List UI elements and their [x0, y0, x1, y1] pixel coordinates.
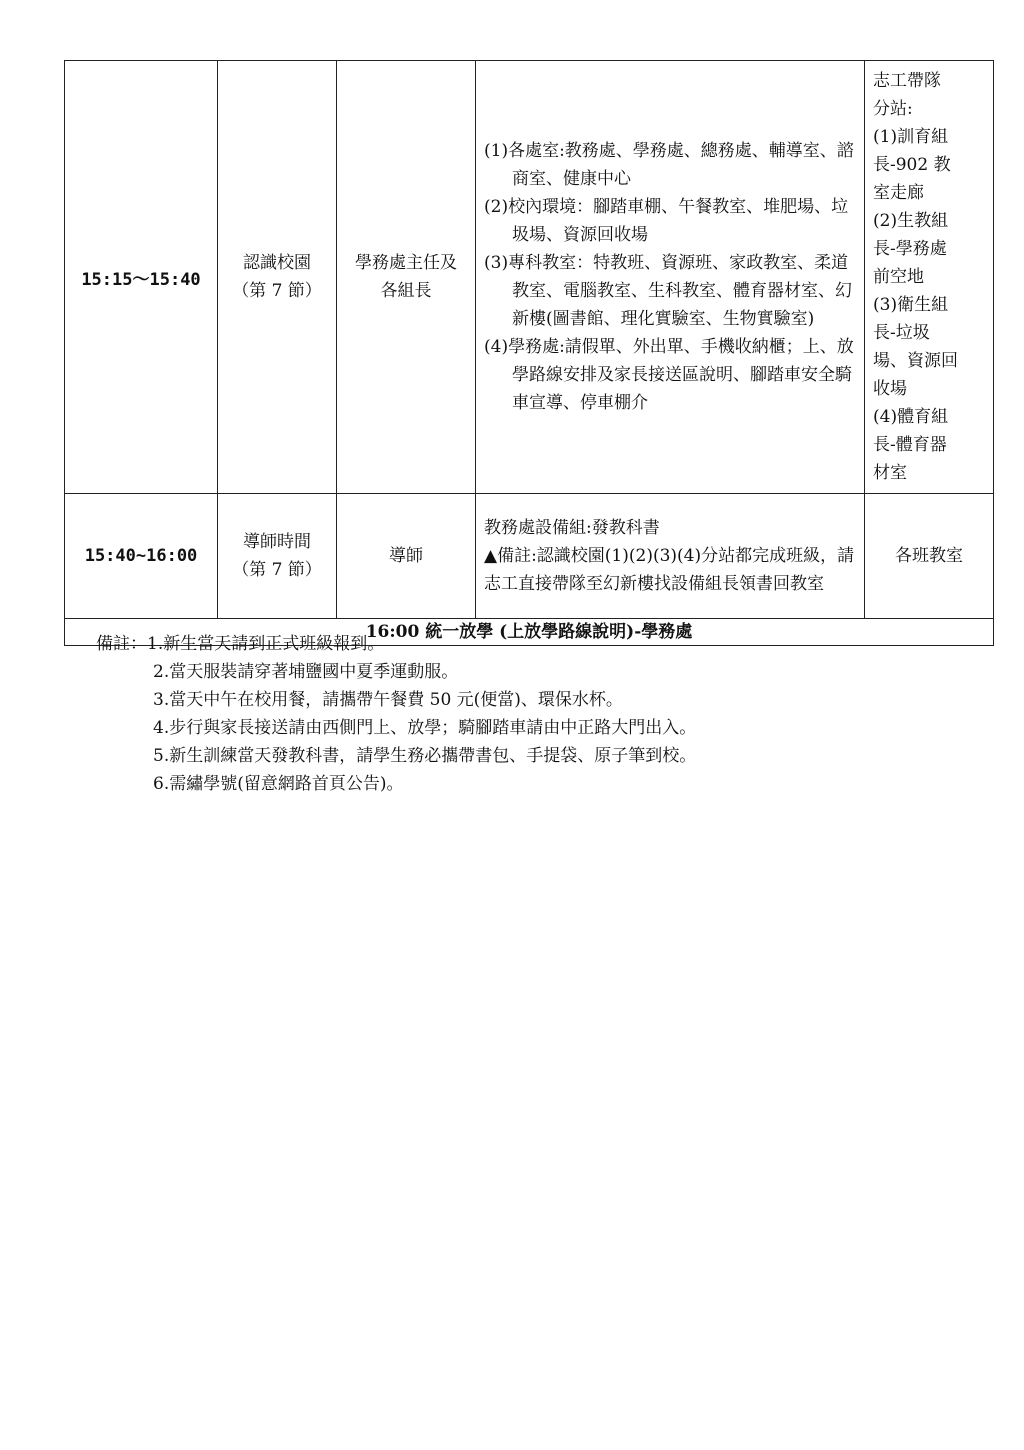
location-line: (4)體育組 [873, 407, 949, 427]
location-line: (2)生教組 [873, 211, 949, 231]
notes-label: 備註： [96, 634, 147, 654]
leader-line: 學務處主任及 [355, 253, 457, 273]
location-line: 長-體育器 [873, 435, 947, 455]
location-line: 志工帶隊 [873, 71, 941, 91]
location-line: 室走廊 [873, 183, 924, 203]
schedule-row [65, 61, 994, 494]
time-cell: 15:40~16:00 [65, 494, 218, 619]
content-cell [476, 494, 865, 619]
note-item: 3.當天中午在校用餐，請攜帶午餐費 50 元(便當)、環保水杯。 [153, 690, 623, 710]
note-item: 5.新生訓練當天發教科書，請學生務必攜帶書包、手提袋、原子筆到校。 [153, 746, 697, 766]
leader-line: 導師 [389, 546, 423, 566]
leader-line: 各組長 [380, 281, 432, 301]
note-item: 6.需繡學號(留意網路首頁公告)。 [153, 774, 404, 794]
content-item: (4)學務處:請假單、外出單、手機收納櫃；上、放學路線安排及家長接送區說明、腳踏車安全騎車宣導、停車棚介 [484, 337, 854, 413]
dismissal-note: 16:00 統一放學 (上放學路線說明)-學務處 [65, 619, 994, 646]
schedule-row [65, 494, 994, 619]
content-item: 教務處設備組:發教科書 [484, 518, 660, 538]
location-line: 前空地 [873, 267, 924, 287]
notes-section [96, 630, 696, 798]
note-item: 4.步行與家長接送請由西側門上、放學；騎腳踏車請由中正路大門出入。 [153, 718, 697, 738]
leader-cell [337, 494, 476, 619]
activity-name: 認識校園 [243, 253, 311, 273]
activity-period: （第 7 節） [232, 560, 322, 580]
location-line: 分站: [873, 99, 913, 119]
activity-cell [218, 494, 337, 619]
content-item: (3)專科教室：特教班、資源班、家政教室、柔道教室、電腦教室、生科教室、體育器材室、幻新樓(圖書館、理化實驗室、生物實驗室) [484, 253, 852, 329]
location-line: 收場 [873, 379, 907, 399]
activity-name: 導師時間 [243, 532, 311, 552]
leader-cell [337, 61, 476, 494]
content-item: (1)各處室:教務處、學務處、總務處、輔導室、諮商室、健康中心 [484, 141, 854, 189]
content-item: (2)校內環境：腳踏車棚、午餐教室、堆肥場、垃圾場、資源回收場 [484, 197, 849, 245]
location-cell [865, 61, 994, 494]
location-line: 各班教室 [895, 546, 963, 566]
location-line: 材室 [873, 463, 907, 483]
location-line: (3)衛生組 [873, 295, 949, 315]
location-line: 長-學務處 [873, 239, 947, 259]
location-line: 長-902 教 [873, 155, 951, 175]
note-line [96, 630, 696, 658]
location-line: 長-垃圾 [873, 323, 930, 343]
content-cell [476, 61, 865, 494]
activity-period: （第 7 節） [232, 281, 322, 301]
activity-cell [218, 61, 337, 494]
note-item: 1.新生當天請到正式班級報到。 [147, 634, 385, 654]
note-item: 2.當天服裝請穿著埔鹽國中夏季運動服。 [153, 662, 459, 682]
location-cell [865, 494, 994, 619]
time-cell: 15:15～15:40 [65, 61, 218, 494]
location-line: (1)訓育組 [873, 127, 949, 147]
location-line: 場、資源回 [873, 351, 958, 371]
content-item: ▲備註:認識校園(1)(2)(3)(4)分站都完成班級，請志工直接帶隊至幻新樓找設備組長領書回教室 [484, 546, 855, 594]
schedule-table [64, 60, 994, 646]
